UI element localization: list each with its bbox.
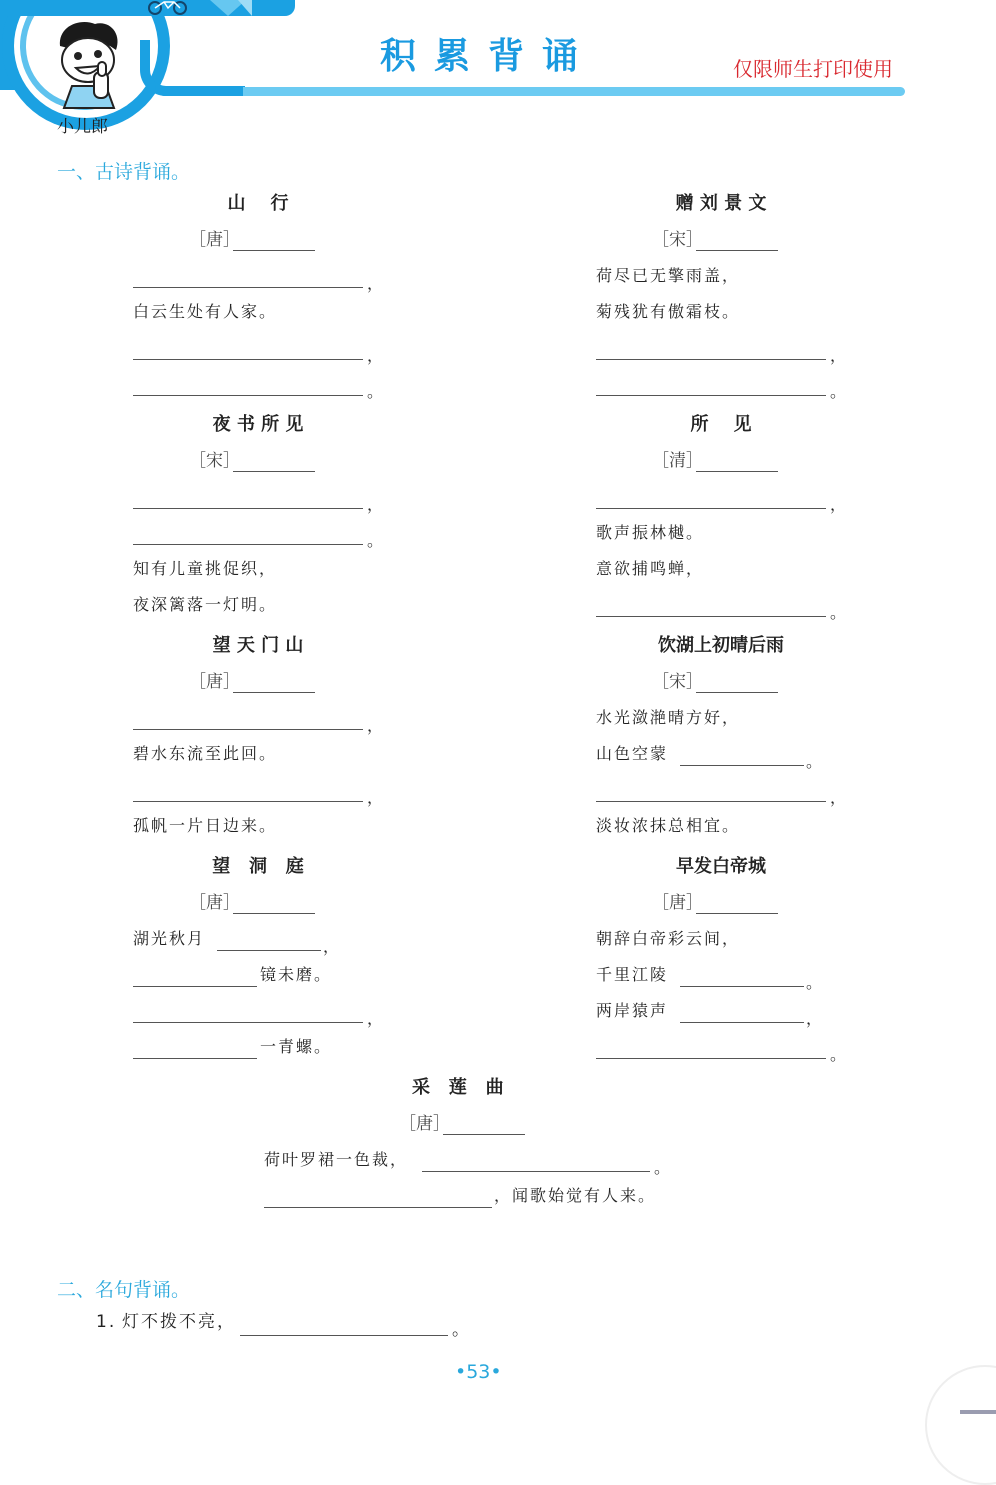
- poem-title: 望 天 门 山: [212, 635, 304, 656]
- answer-blank[interactable]: [217, 950, 321, 951]
- poem-line: ，: [133, 778, 383, 814]
- poem-dynasty: ［清］: [652, 451, 703, 471]
- header-bar-light: [243, 87, 905, 96]
- poem-zao-fa-bai-di-cheng: [596, 855, 849, 1071]
- poem-line: 碧水东流至此回。: [133, 744, 278, 763]
- poem-line: ，: [133, 264, 383, 300]
- poem-author-line: [596, 449, 846, 485]
- poem-line: 淡妆浓抹总相宜。: [596, 816, 741, 835]
- poem-wang-tian-men-shan: [133, 634, 386, 850]
- poem-line: 千里江陵 。: [596, 965, 825, 992]
- quote-item: 1. 灯不拨不亮， 。: [96, 1312, 471, 1340]
- poem-dynasty: ［唐］: [652, 893, 703, 913]
- answer-blank[interactable]: [596, 395, 826, 396]
- answer-blank[interactable]: [133, 287, 363, 288]
- poem-line: 夜深篱落一灯明。: [133, 595, 278, 614]
- decor-triangle: [238, 0, 252, 16]
- answer-blank[interactable]: [133, 1022, 363, 1023]
- page-number: •53•: [455, 1361, 502, 1383]
- poem-line: 。: [596, 593, 846, 629]
- poem-line: ，: [133, 336, 383, 372]
- author-blank[interactable]: [233, 250, 315, 251]
- poem-dynasty: ［唐］: [399, 1114, 450, 1134]
- bicycle-icon: [147, 0, 189, 16]
- poem-author-line: [133, 670, 383, 706]
- answer-blank[interactable]: [133, 544, 363, 545]
- poem-line: ，闻歌始觉有人来。: [264, 1184, 684, 1220]
- mascot-boy-thumbs-up-icon: [50, 16, 130, 111]
- author-blank[interactable]: [233, 913, 315, 914]
- poem-line: 荷叶罗裙一色裁， 。: [264, 1150, 673, 1177]
- poem-line: 菊残犹有傲霜枝。: [596, 302, 741, 321]
- mascot-name: 小儿郎: [57, 117, 108, 137]
- poem-title: 望 洞 庭: [212, 856, 304, 877]
- poem-line: 知有儿童挑促织，: [133, 559, 278, 578]
- answer-blank[interactable]: [680, 1022, 804, 1023]
- poem-zeng-liu-jing-wen: [596, 192, 849, 408]
- item-number: 1.: [96, 1312, 117, 1332]
- poem-title: 饮湖上初晴后雨: [658, 635, 784, 656]
- poem-author-line: [133, 891, 383, 927]
- poem-line: 两岸猿声 ，: [596, 1001, 825, 1028]
- answer-blank[interactable]: [596, 616, 826, 617]
- answer-blank[interactable]: [422, 1171, 650, 1172]
- answer-blank[interactable]: [133, 508, 363, 509]
- answer-blank[interactable]: [133, 1058, 257, 1059]
- author-blank[interactable]: [696, 250, 778, 251]
- poem-line: 孤帆一片日边来。: [133, 816, 278, 835]
- poem-shan-xing: [133, 192, 386, 408]
- answer-blank[interactable]: [133, 359, 363, 360]
- answer-blank[interactable]: [240, 1335, 448, 1336]
- poem-yin-hu-shang: [596, 634, 849, 850]
- poem-line: 。: [133, 372, 383, 408]
- poem-dynasty: ［宋］: [189, 451, 240, 471]
- poem-author-line: [133, 228, 383, 264]
- answer-blank[interactable]: [596, 508, 826, 509]
- print-note: 仅限师生打印使用: [733, 57, 893, 81]
- poem-suo-jian: [596, 413, 849, 629]
- answer-blank[interactable]: [133, 729, 363, 730]
- poem-line: 荷尽已无擎雨盖，: [596, 266, 741, 285]
- poem-line: 湖光秋月 ，: [133, 929, 342, 956]
- poem-line: ，: [596, 778, 846, 814]
- poem-dynasty: ［宋］: [652, 230, 703, 250]
- poem-line: 。: [133, 521, 383, 557]
- poem-line: 水光潋滟晴方好，: [596, 708, 741, 727]
- page-title: 积累背诵: [380, 36, 597, 77]
- author-blank[interactable]: [233, 471, 315, 472]
- poem-author-line: [264, 1112, 684, 1148]
- poem-author-line: [596, 228, 846, 264]
- poem-author-line: [133, 449, 383, 485]
- poem-line: ，: [133, 999, 383, 1035]
- poem-title: 赠 刘 景 文: [675, 193, 767, 214]
- poem-dynasty: ［宋］: [652, 672, 703, 692]
- poem-author-line: [596, 891, 846, 927]
- answer-blank[interactable]: [596, 1058, 826, 1059]
- poem-title: 所 见: [690, 414, 752, 435]
- poem-line: ，: [596, 485, 846, 521]
- answer-blank[interactable]: [596, 359, 826, 360]
- poem-author-line: [596, 670, 846, 706]
- poem-line: ，: [133, 485, 383, 521]
- answer-blank[interactable]: [264, 1207, 492, 1208]
- poem-title: 夜 书 所 见: [212, 414, 304, 435]
- poem-line: 意欲捕鸣蝉，: [596, 559, 705, 578]
- poem-wang-dong-ting: [133, 855, 386, 1071]
- poem-line: 白云生处有人家。: [133, 302, 278, 321]
- answer-blank[interactable]: [133, 395, 363, 396]
- answer-blank[interactable]: [596, 801, 826, 802]
- poem-line: 镜未磨。: [133, 963, 383, 999]
- answer-blank[interactable]: [133, 801, 363, 802]
- answer-blank[interactable]: [680, 765, 804, 766]
- answer-blank[interactable]: [133, 986, 257, 987]
- poem-line: 。: [596, 372, 846, 408]
- poem-line: 朝辞白帝彩云间，: [596, 929, 741, 948]
- poem-line: 山色空蒙 。: [596, 744, 825, 771]
- section-heading-famous-quotes: 二、名句背诵。: [57, 1279, 191, 1301]
- poem-line: 。: [596, 1035, 846, 1071]
- author-blank[interactable]: [233, 692, 315, 693]
- author-blank[interactable]: [696, 692, 778, 693]
- poem-dynasty: ［唐］: [189, 672, 240, 692]
- poem-ye-shu-suo-jian: [133, 413, 386, 629]
- section-heading-ancient-poems: 一、古诗背诵。: [57, 161, 191, 183]
- author-blank[interactable]: [443, 1134, 525, 1135]
- corner-bar: [960, 1410, 996, 1414]
- header-bar-dark: [155, 86, 245, 96]
- poem-title: 采 莲 曲: [412, 1077, 504, 1098]
- poem-cai-lian-qu: [264, 1076, 684, 1220]
- answer-blank[interactable]: [680, 986, 804, 987]
- poem-line: ，: [133, 706, 383, 742]
- poem-title: 山 行: [227, 193, 289, 214]
- poem-line: ，: [596, 336, 846, 372]
- author-blank[interactable]: [696, 913, 778, 914]
- corner-decoration: [925, 1365, 996, 1485]
- poem-line: 歌声振林樾。: [596, 523, 705, 542]
- poem-title: 早发白帝城: [676, 856, 766, 877]
- poem-dynasty: ［唐］: [189, 230, 240, 250]
- poem-line: 一青螺。: [133, 1035, 383, 1071]
- poem-dynasty: ［唐］: [189, 893, 240, 913]
- author-blank[interactable]: [696, 471, 778, 472]
